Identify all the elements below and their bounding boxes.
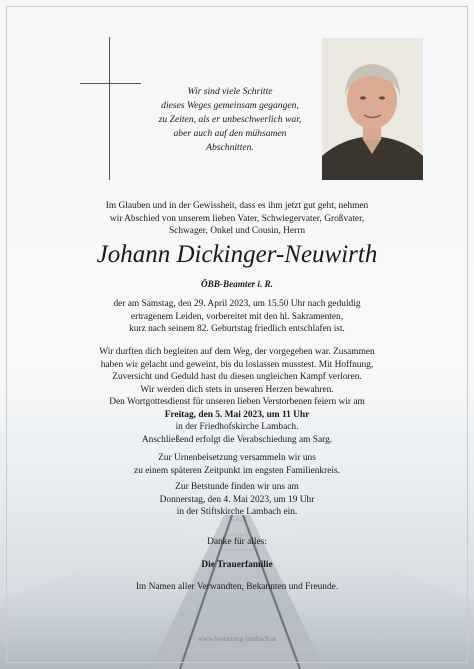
memory-paragraph <box>30 346 444 396</box>
deceased-title: ÖBB-Beamter i. R. <box>201 279 273 289</box>
funeral-service <box>30 396 444 446</box>
memory-line: Zuversicht und Geduld hast du diesen ungleichen Kampf verloren. <box>112 372 362 382</box>
poem-line: aber auch auf den mühsamen <box>173 128 287 139</box>
thanks-line: Danke für alles: <box>207 537 267 547</box>
prayer-line: Donnerstag, den 4. Mai 2023, um 19 Uhr <box>159 494 315 505</box>
intro-line: Schwager, Onkel und Cousin, Herrn <box>168 226 306 236</box>
memory-line: Wir werden dich stets in unseren Herzen bewahren. <box>140 384 334 395</box>
prayer-line: Zur Betstunde finden wir uns am <box>175 482 299 492</box>
memory-line: Wir durften dich begleiten auf dem Weg, der vorgegeben war. Zusammen <box>99 347 375 357</box>
service-date: Freitag, den 5. Mai 2023, um 11 Uhr <box>164 409 310 420</box>
deceased-name: Johann Dickinger-Neuwirth <box>96 241 378 268</box>
cross-symbol-vertical <box>109 37 110 180</box>
relatives-line: Im Namen aller Verwandten, Bekannten und Freunde. <box>135 582 339 592</box>
death-line: kurz nach seinem 82. Geburtstag friedlich entschlafen ist. <box>129 324 345 334</box>
prayer-line: in der Stiftskirche Lambach ein. <box>176 507 298 517</box>
poem-line: Abschnitten. <box>206 142 254 153</box>
memory-line: haben wir gelacht und geweint, bis du loslassen musstest. Mit Hoffnung, <box>100 359 374 370</box>
family-signature: Die Trauerfamilie <box>201 559 273 570</box>
portrait-photo <box>322 38 423 180</box>
intro-paragraph <box>30 200 444 238</box>
death-line: ertragenem Leiden, vorbereitet mit den hl. Sakramenten, <box>130 311 344 322</box>
poem <box>150 85 310 155</box>
service-location: in der Friedhofskirche Lambach. <box>175 422 299 432</box>
poem-line: Wir sind viele Schritte <box>187 86 273 97</box>
death-line: der am Samstag, den 29. April 2023, um 15.50 Uhr nach geduldig <box>113 299 361 309</box>
intro-line: wir Abschied von unserem lieben Vater, Schwiegervater, Großvater, <box>109 213 365 224</box>
urn-burial <box>30 452 444 477</box>
poem-line: dieses Weges gemeinsam gegangen, <box>161 100 299 111</box>
service-farewell: Anschließend erfolgt die Verabschiedung am Sarg. <box>141 434 333 445</box>
death-notice <box>30 298 444 336</box>
intro-line: Im Glauben und in der Gewissheit, dass es ihm jetzt gut geht, nehmen <box>105 201 369 211</box>
poem-line: zu Zeiten, als er unbeschwerlich war, <box>158 114 302 125</box>
service-intro: Den Wortgottesdienst für unseren lieben Verstorbenen feiern wir am <box>109 397 365 407</box>
thanks-section <box>30 536 444 594</box>
urn-line: zu einem späteren Zeitpunkt im engsten Familienkreis. <box>134 465 340 476</box>
footer-url: www.bestattung-lambach.at <box>197 635 277 643</box>
cross-symbol-horizontal <box>80 83 141 84</box>
urn-line: Zur Urnenbeisetzung versammeln wir uns <box>158 453 316 463</box>
prayer-hour <box>30 481 444 519</box>
